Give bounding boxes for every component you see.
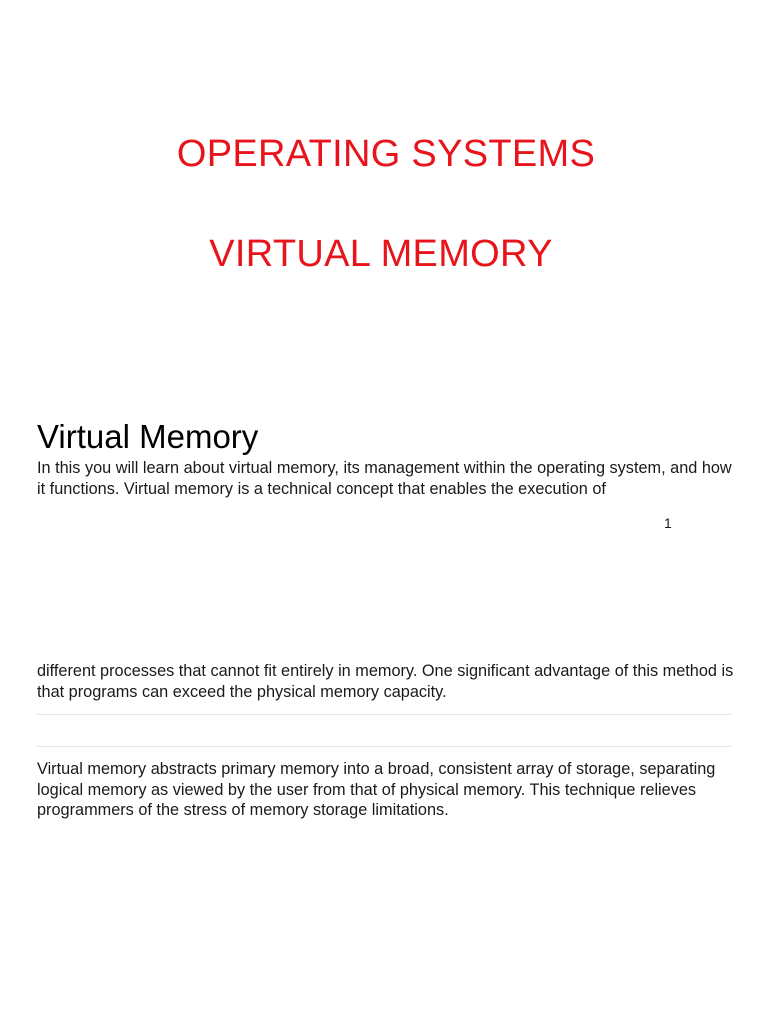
section-heading: Virtual Memory [37, 418, 259, 455]
divider-line [37, 746, 731, 747]
divider-line [37, 714, 731, 715]
page-number: 1 [664, 515, 672, 531]
cover-title-operating-systems: OPERATING SYSTEMS [176, 133, 596, 175]
continuation-paragraph: different processes that cannot fit entirely in memory. One significant advantage of this method is that programs can exceed the physical memory capacity. [37, 662, 734, 701]
intro-paragraph: In this you will learn about virtual memory, its management within the operating system, and how it functions. Virtual memory is a technical concept that enables the execution of [37, 459, 732, 498]
abstraction-paragraph: Virtual memory abstracts primary memory into a broad, consistent array of storage, separating logical memory as viewed by the user from that of physical memory. This technique relieves programmers of the stress of memory storage limitations. [37, 760, 716, 819]
cover-title-virtual-memory: VIRTUAL MEMORY [209, 233, 553, 275]
